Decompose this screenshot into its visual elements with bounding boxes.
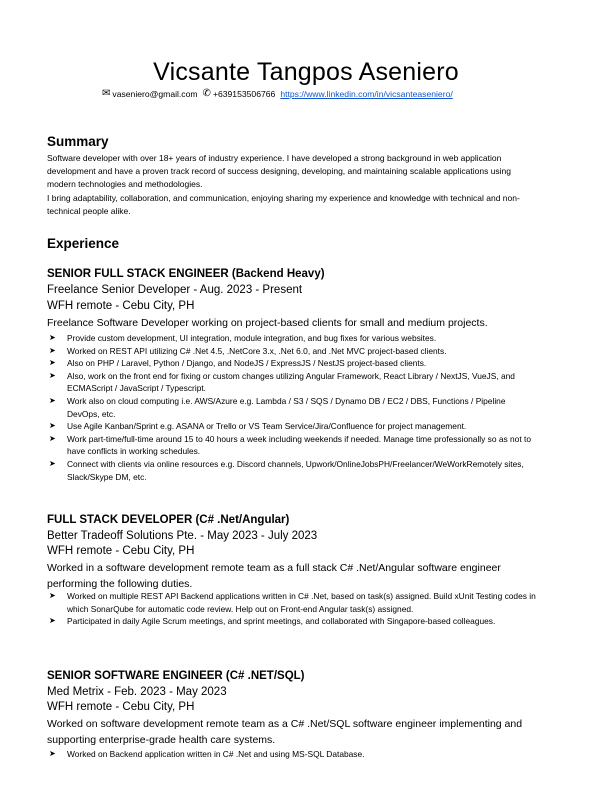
phone-text: +639153506766 bbox=[212, 89, 276, 99]
list-item: ➤ Worked on REST API utilizing C# .Net 4.5, .NetCore 3.x, .Net 6.0, and .Net MVC project-based clients. bbox=[49, 345, 447, 356]
job-description: Freelance Software Developer working on project-based clients for small and medium projects. bbox=[47, 317, 488, 329]
job-location: WFH remote - Cebu City, PH bbox=[47, 545, 195, 557]
arrow-bullet-icon: ➤ bbox=[49, 345, 56, 355]
arrow-bullet-icon: ➤ bbox=[49, 433, 56, 443]
list-item: ➤ Work also on cloud computing i.e. AWS/Azure e.g. Lambda / S3 / SQS / Dynamo DB / EC2 / DBS, Functions / Pipeline DevOps, etc. bbox=[49, 395, 506, 419]
list-item: ➤ Also on PHP / Laravel, Python / Django, and NodeJS / ExpressJS / NestJS project-based clients. bbox=[49, 358, 427, 369]
list-item: ➤ Also, work on the front end for fixing or custom changes utilizing Angular Framework, React Library / NextJS, VueJS, and ECMAScript / JavaScript / Typescript. bbox=[49, 370, 515, 394]
list-item: ➤ Work part-time/full-time around 15 to 40 hours a week including weekends if needed. Manage time professionally so as not to have conflicts in working schedules. bbox=[49, 433, 531, 457]
job-company-dates: Med Metrix - Feb. 2023 - May 2023 bbox=[47, 686, 227, 698]
arrow-bullet-icon: ➤ bbox=[49, 616, 56, 626]
phone-icon: ✆ bbox=[202, 88, 211, 99]
list-item: ➤ Worked on multiple REST API Backend applications written in C# .Net, based on task(s) assigned. Build xUnit Testing codes in which SonarQube for automatic code review. Help out on Front-end Angular task(s) assigned. bbox=[49, 591, 536, 614]
arrow-bullet-icon: ➤ bbox=[49, 591, 56, 600]
job-description: Worked on software development remote team as a C# .Net/SQL software engineer implementing and supporting enterprise-grade health care systems. bbox=[47, 718, 523, 746]
list-item: ➤ Connect with clients via online resources e.g. Discord channels, Upwork/OnlineJobsPH/Freelancer/WeWorkRemotely sites, Slack/Skype DM, etc. bbox=[49, 458, 524, 482]
email-text: vaseniero@gmail.com bbox=[112, 89, 198, 99]
arrow-bullet-icon: ➤ bbox=[49, 421, 56, 431]
arrow-bullet-icon: ➤ bbox=[49, 395, 56, 405]
arrow-bullet-icon: ➤ bbox=[49, 358, 56, 368]
experience-heading: Experience bbox=[47, 236, 120, 251]
job-bullet-list bbox=[47, 748, 537, 761]
job-title: FULL STACK DEVELOPER (C# .Net/Angular) bbox=[47, 514, 290, 526]
candidate-name: Vicsante Tangpos Aseniero bbox=[153, 58, 459, 86]
job-title: SENIOR SOFTWARE ENGINEER (C# .NET/SQL) bbox=[47, 670, 305, 682]
arrow-bullet-icon: ➤ bbox=[49, 333, 56, 342]
list-item: ➤ Worked on Backend application written in C# .Net and using MS-SQL Database. bbox=[49, 749, 365, 759]
job-company-dates: Better Tradeoff Solutions Pte. - May 2023 - July 2023 bbox=[47, 530, 318, 542]
job-description: Worked in a software development remote team as a full stack C# .Net/Angular software engineer performing the following duties. bbox=[47, 562, 501, 590]
arrow-bullet-icon: ➤ bbox=[49, 370, 56, 380]
linkedin-link[interactable]: https://www.linkedin.com/in/vicsanteaseniero/ bbox=[280, 89, 453, 99]
job-bullet-list bbox=[47, 590, 537, 628]
job-location: WFH remote - Cebu City, PH bbox=[47, 300, 195, 312]
summary-heading: Summary bbox=[47, 134, 109, 149]
contact-line bbox=[102, 89, 453, 99]
arrow-bullet-icon: ➤ bbox=[49, 749, 56, 758]
list-item: ➤ Provide custom development, UI integration, module integration, and bug fixes for various websites. bbox=[49, 333, 437, 343]
job-location: WFH remote - Cebu City, PH bbox=[47, 701, 195, 713]
job-company-dates: Freelance Senior Developer - Aug. 2023 - Present bbox=[47, 284, 303, 296]
list-item: ➤ Participated in daily Agile Scrum meetings, and sprint meetings, and collaborated with Singapore-based colleagues. bbox=[49, 616, 496, 627]
summary-paragraph-2: I bring adaptability, collaboration, and communication, enjoying sharing my experience and knowledge with technical and non-technical people alike. bbox=[47, 193, 520, 216]
job-bullet-list bbox=[47, 332, 537, 483]
list-item: ➤ Use Agile Kanban/Sprint e.g. ASANA or Trello or VS Team Service/Jira/Confluence for project management. bbox=[49, 421, 467, 432]
arrow-bullet-icon: ➤ bbox=[49, 458, 56, 468]
envelope-icon: ✉ bbox=[102, 88, 111, 99]
job-title: SENIOR FULL STACK ENGINEER (Backend Heavy) bbox=[47, 268, 325, 280]
summary-paragraph-1: Software developer with over 18+ years of industry experience. I have developed a strong background in web application development and have a proven track record of success designing, developing, and maintaining scalable applications using modern technologies and methodologies. bbox=[47, 153, 512, 189]
